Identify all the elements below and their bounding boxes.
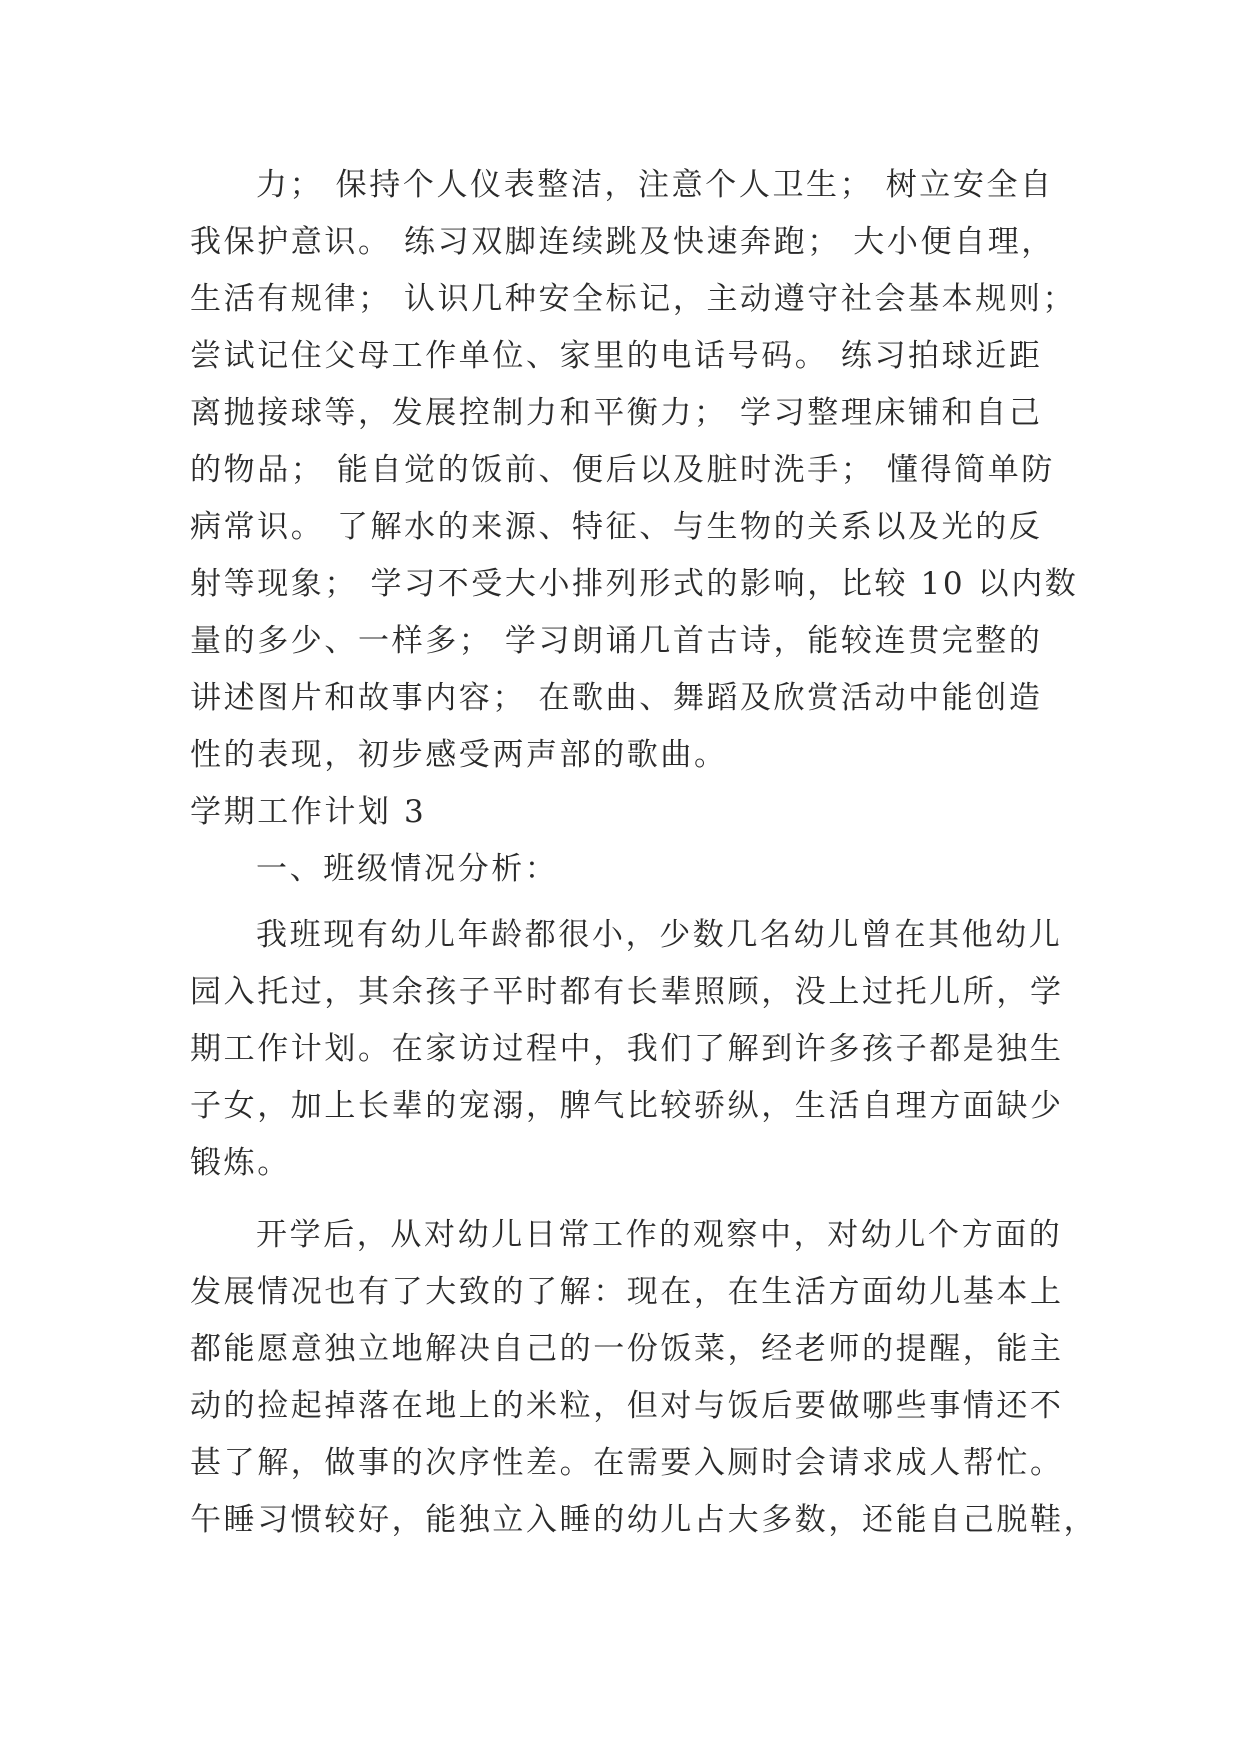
subheading: 一、班级情况分析： (256, 851, 559, 887)
text-line: 性的表现，初步感受两声部的歌曲。 (190, 737, 728, 773)
text-line: 量的多少、一样多； 学习朗诵几首古诗，能较连贯完整的 (190, 623, 1043, 659)
text-line: 我保护意识。 练习双脚连续跳及快速奔跑； 大小便自理， (190, 224, 1055, 260)
text-line: 离抛接球等，发展控制力和平衡力； 学习整理床铺和自己 (190, 395, 1043, 431)
text-line: 甚了解，做事的次序性差。在需要入厕时会请求成人帮忙。 (190, 1445, 1064, 1481)
text-line: 动的捡起掉落在地上的米粒，但对与饭后要做哪些事情还不 (190, 1388, 1064, 1424)
text-line: 园入托过，其余孩子平时都有长辈照顾，没上过托儿所，学 (190, 974, 1064, 1010)
text-line: 期工作计划。在家访过程中，我们了解到许多孩子都是独生 (190, 1031, 1064, 1067)
text-line: 尝试记住父母工作单位、家里的电话号码。 练习拍球近距 (190, 338, 1043, 374)
text-line: 我班现有幼儿年龄都很小，少数几名幼儿曾在其他幼儿 (256, 917, 1063, 953)
text-line: 力； 保持个人仪表整洁，注意个人卫生； 树立安全自 (256, 167, 1054, 203)
text-line: 射等现象； 学习不受大小排列形式的影响，比较 10 以内数 (190, 566, 1079, 602)
section-heading: 学期工作计划 3 (190, 794, 427, 830)
text-line: 病常识。 了解水的来源、特征、与生物的关系以及光的反 (190, 509, 1043, 545)
text-line: 开学后，从对幼儿日常工作的观察中，对幼儿个方面的 (256, 1217, 1063, 1253)
text-line: 讲述图片和故事内容； 在歌曲、舞蹈及欣赏活动中能创造 (190, 680, 1043, 716)
text-line: 生活有规律； 认识几种安全标记，主动遵守社会基本规则； (190, 281, 1077, 317)
text-line: 都能愿意独立地解决自己的一份饭菜，经老师的提醒，能主 (190, 1331, 1064, 1367)
text-line: 子女，加上长辈的宠溺，脾气比较骄纵，生活自理方面缺少 (190, 1088, 1064, 1124)
text-line: 锻炼。 (190, 1145, 291, 1181)
text-line: 发展情况也有了大致的了解：现在，在生活方面幼儿基本上 (190, 1274, 1064, 1310)
text-line: 的物品； 能自觉的饭前、便后以及脏时洗手； 懂得简单防 (190, 452, 1055, 488)
text-line: 午睡习惯较好，能独立入睡的幼儿占大多数，还能自己脱鞋， (190, 1502, 1098, 1538)
